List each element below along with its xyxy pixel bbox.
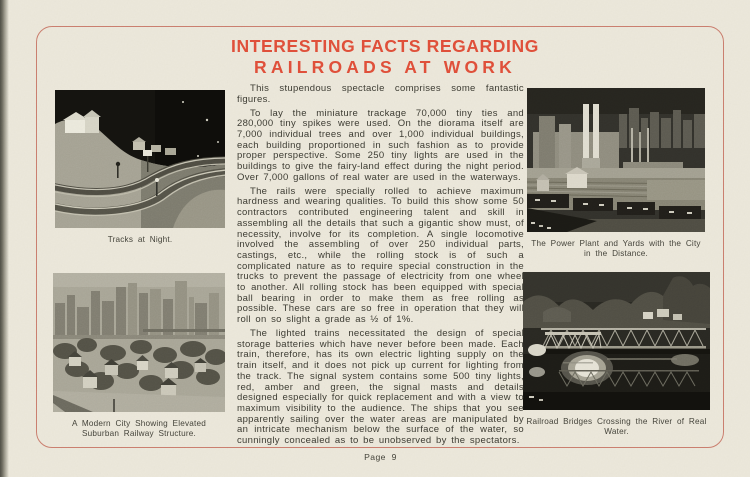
figure-railroad-bridges — [523, 272, 710, 437]
figure-caption: Tracks at Night. — [107, 235, 173, 244]
paragraph-2: To lay the miniature trackage 70,000 tiny ties and 280,000 tiny spikes were used. On the diorama itself are 7,000 individual trees and over 1,000 individual buildings, each building proportioned in such fashion as to provide proper perspective. Some 250 tiny lights are used in the buildings to give the fairy-land effect during the night period. Over 7,000 gallons of real water are used in the waterways. — [237, 107, 524, 183]
figure-modern-city — [53, 273, 225, 439]
paragraph-4: The lighted trains necessitated the design of special storage batteries which have never before been made. Each train, therefore, has its own electric lighting supply on the train itself, and it does not pick up current for lighting from the track. The signal system contains some 500 tiny lights, red, amber and green, the signal masts and details designed especially for quick replacement and with a view to maximum visibility to the audience. The ships that you see apparently sailing over the water areas are manipulated by an intricate mechanism below the surface of the water, so cunningly concealed as to be unobserved by the spectators. — [237, 328, 524, 447]
figure-caption: The Power Plant and Yards with the City in the Distance. — [531, 239, 701, 258]
figure-power-plant — [527, 88, 705, 259]
paragraph-1: This stupendous spectacle comprises some fantastic figures. — [237, 83, 524, 105]
page-title-line2: RAILROADS AT WORK — [254, 57, 516, 77]
tracks-at-night-photo — [55, 90, 225, 228]
power-plant-photo — [527, 88, 705, 232]
article-text — [237, 84, 524, 447]
figure-caption: Railroad Bridges Crossing the River of Real Water. — [526, 417, 707, 436]
figure-tracks-at-night — [55, 90, 225, 245]
page-title — [230, 36, 540, 77]
figure-caption: A Modern City Showing Elevated Suburban Railway Structure. — [71, 419, 207, 438]
page-number: Page 9 — [364, 452, 397, 462]
paragraph-3: The rails were specially rolled to achieve maximum hardness and wearing qualities. To build this show some 50 contractors contributed engineering talent and skill in assembling all the details that such a gigantic show must, of necessity, involve for its completion. A single locomotive involved the assembling of over 250 individual parts, castings, etc., while the rolling stock is of such a complicated nature as to require special construction in the trucks to prevent the passage of electricity from one wheel to another. All rolling stock has been equipped with special ball bearing in order to make them as free rolling as possible. These cars are so free in operation that they will roll on so slight a grade as ½ of 1%. — [237, 185, 524, 326]
page-title-line1: INTERESTING FACTS REGARDING — [231, 36, 539, 56]
railroad-bridges-photo — [523, 272, 710, 410]
modern-city-photo — [53, 273, 225, 412]
page-binding-shadow — [0, 0, 9, 477]
